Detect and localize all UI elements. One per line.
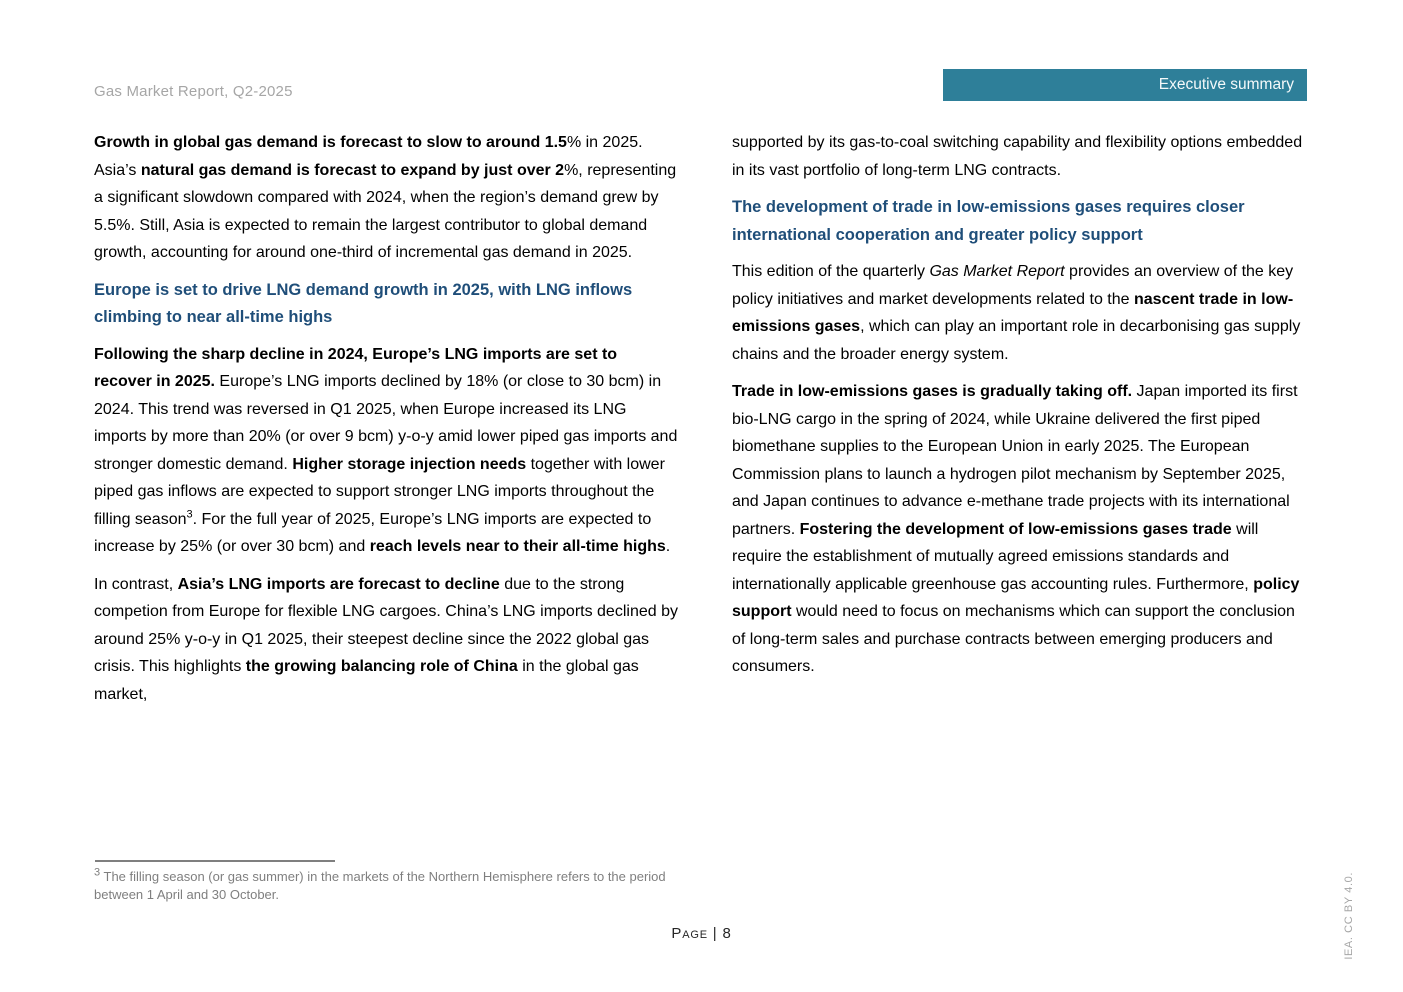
text-run: supported by its gas-to-coal switching capability and flexibility options embedded in its vast portfolio of long-term LNG contracts. <box>732 134 1303 179</box>
text-run: . For the full year of 2025, Europe’s LNG imports are expected to increase by 25% (or over 30 bcm) and <box>94 510 652 555</box>
text-run: Asia’s LNG imports are forecast to decline <box>177 575 500 593</box>
paragraph <box>732 129 1310 184</box>
text-run: due to the strong competion from Europe for flexible LNG cargoes. China’s LNG imports declined by around 25% y-o-y in Q1 2025, their steepest decline since the 2022 global gas crisis. This highlights <box>94 575 678 675</box>
text-run: Fostering the development of low-emissions gases trade <box>799 520 1232 538</box>
footnote-text: The filling season (or gas summer) in the markets of the Northern Hemisphere refers to the period between 1 April and 30 October. <box>94 869 666 902</box>
text-run: nascent trade in low-emissions gases <box>732 290 1294 335</box>
heading <box>94 277 678 332</box>
paragraph <box>94 129 678 267</box>
paragraph <box>732 378 1310 681</box>
paragraph <box>732 258 1310 368</box>
text-run: Higher storage injection needs <box>292 455 527 473</box>
text-run: Europe is set to drive LNG demand growth in 2025, with LNG inflows climbing to near all-time highs <box>94 280 633 326</box>
text-run: together with lower piped gas inflows are expected to support stronger LNG imports throughout the filling season <box>94 455 665 528</box>
text-run: provides an overview of the key policy initiatives and market developments related to the <box>732 263 1294 308</box>
section-banner-label: Executive summary <box>1158 76 1294 93</box>
paragraph <box>94 341 678 561</box>
license-label: IEA. CC BY 4.0. <box>1343 872 1355 960</box>
text-run: Gas Market Report <box>929 263 1065 280</box>
text-run: 3 <box>186 508 193 521</box>
section-banner <box>943 69 1307 101</box>
text-run: will require the establishment of mutually agreed emissions standards and internationally applicable greenhouse gas accounting rules. Furthermore, <box>732 520 1259 593</box>
text-run: Japan imported its first bio-LNG cargo in the spring of 2024, while Ukraine delivered the first piped biomethane supplies to the European Union in early 2025. The European Commission plans to launch a hydrogen pilot mechanism by September 2025, and Japan continues to advance e-methane trade projects with its international partners. <box>732 383 1298 538</box>
text-run: , which can play an important role in decarbonising gas supply chains and the broader energy system. <box>732 318 1301 363</box>
left-column <box>94 129 678 718</box>
text-run: policy support <box>732 575 1300 620</box>
page-number: Page | 8 <box>671 925 732 942</box>
footnote <box>94 868 672 903</box>
paragraph <box>94 571 678 709</box>
text-run: natural gas demand is forecast to expand by just over 2 <box>140 161 565 179</box>
text-run: Following the sharp decline in 2024, Europe’s LNG imports are set to recover in 2025. <box>94 345 618 390</box>
report-title: Gas Market Report, Q2-2025 <box>94 83 293 100</box>
text-run: Growth in global gas demand is forecast to slow to around 1.5 <box>94 134 567 151</box>
text-run: reach levels near to their all-time highs <box>369 538 666 555</box>
text-run: % in 2025. Asia’s <box>94 134 643 179</box>
text-run: the growing balancing role of China <box>245 658 518 675</box>
text-run: Trade in low-emissions gases is gradually taking off. <box>732 383 1133 400</box>
text-run: The development of trade in low-emissions gases requires closer international cooperation and greater policy support <box>732 198 1245 244</box>
heading <box>732 194 1310 249</box>
text-run: This edition of the quarterly <box>732 263 930 280</box>
text-run: . <box>665 538 671 555</box>
text-run: %, representing a significant slowdown compared with 2024, when the region’s demand grew by 5.5%. Still, Asia is expected to remain the largest contributor to global demand growth, accounting for around one-third of incremental gas demand in 2025. <box>94 161 677 261</box>
footnote-separator <box>95 860 335 862</box>
text-run: in the global gas market, <box>94 658 639 703</box>
text-run: would need to focus on mechanisms which can support the conclusion of long-term sales and purchase contracts between emerging producers and consumers. <box>732 603 1295 675</box>
text-run: Europe’s LNG imports declined by 18% (or close to 30 bcm) in 2024. This trend was reversed in Q1 2025, when Europe increased its LNG imports by more than 20% (or over 9 bcm) y-o-y amid lower piped gas imports and stronger domestic demand. <box>94 373 678 473</box>
footnote-marker: 3 <box>94 866 101 879</box>
right-column <box>732 129 1310 691</box>
text-run: In contrast, <box>94 575 178 593</box>
